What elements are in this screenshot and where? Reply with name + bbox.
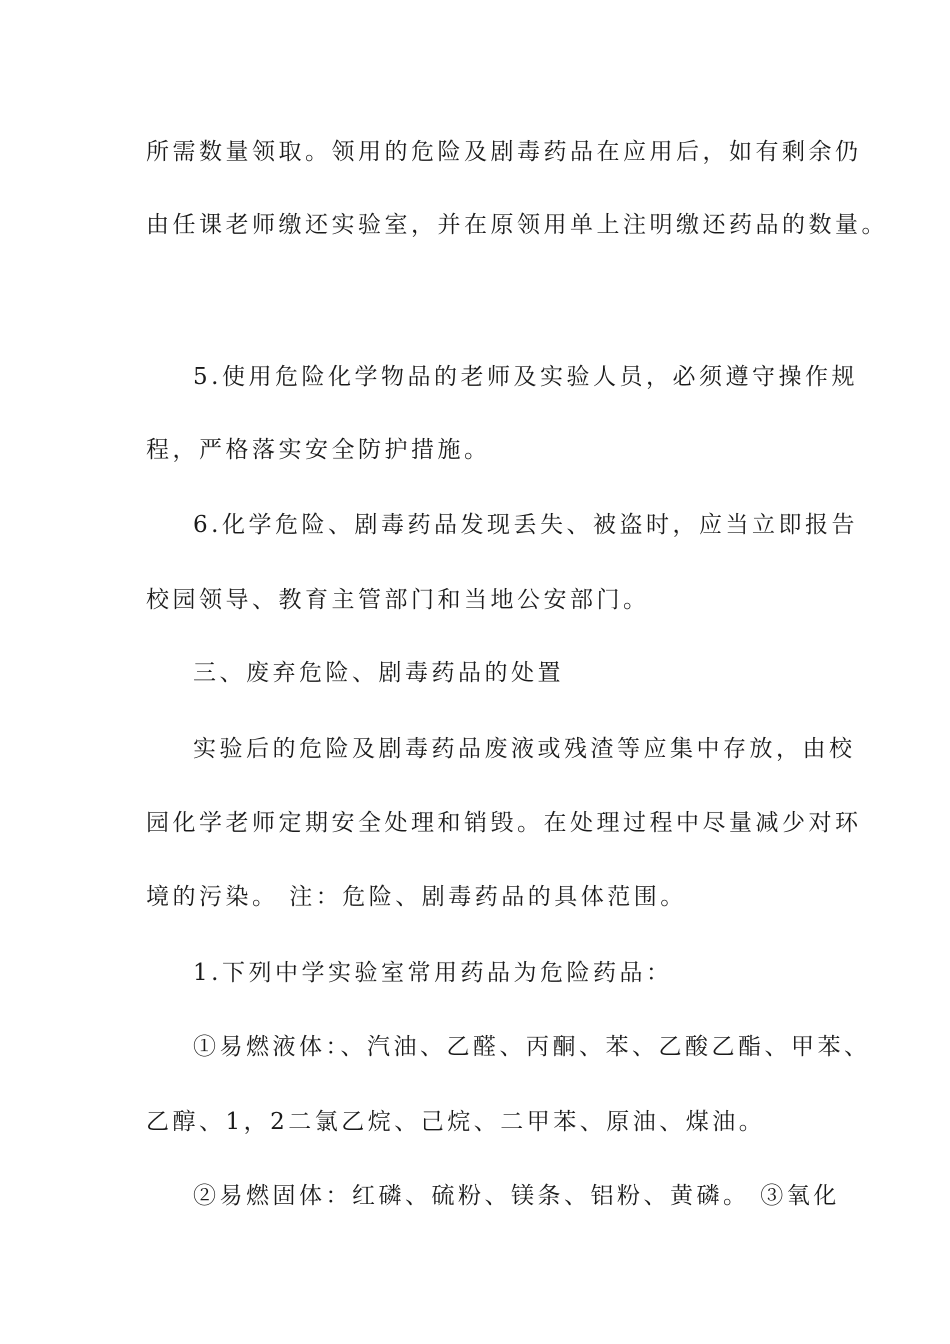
text-line: 乙醇、1，2二氯乙烷、己烷、二甲苯、原油、煤油。 (146, 1109, 766, 1135)
list-item-flammable-solids: ②易燃固体：红磷、硫粉、镁条、铝粉、黄磷。 ③氧化 (193, 1183, 840, 1209)
section-heading: 三、废弃危险、剧毒药品的处置 (193, 660, 564, 686)
text-line: 境的污染。 注：危险、剧毒药品的具体范围。 (146, 884, 687, 910)
text-line: 由任课老师缴还实验室，并在原领用单上注明缴还药品的数量。 (146, 212, 888, 238)
list-item-flammable-liquids: ①易燃液体：、汽油、乙醛、丙酮、苯、乙酸乙酯、甲苯、 (193, 1034, 871, 1060)
text-line: 所需数量领取。领用的危险及剧毒药品在应用后，如有剩余仍 (146, 139, 862, 165)
paragraph-item-6: 6.化学危险、剧毒药品发现丢失、被盗时，应当立即报告 (193, 512, 858, 538)
paragraph-item-5: 5.使用危险化学物品的老师及实验人员，必须遵守操作规 (193, 364, 858, 390)
text-line: 园化学老师定期安全处理和销毁。在处理过程中尽量减少对环 (146, 810, 862, 836)
text-line: 校园领导、教育主管部门和当地公安部门。 (146, 587, 650, 613)
paragraph-start: 实验后的危险及剧毒药品废液或残渣等应集中存放，由校 (193, 736, 856, 762)
text-line: 程，严格落实安全防护措施。 (146, 437, 491, 463)
list-heading: 1.下列中学实验室常用药品为危险药品： (193, 960, 673, 986)
